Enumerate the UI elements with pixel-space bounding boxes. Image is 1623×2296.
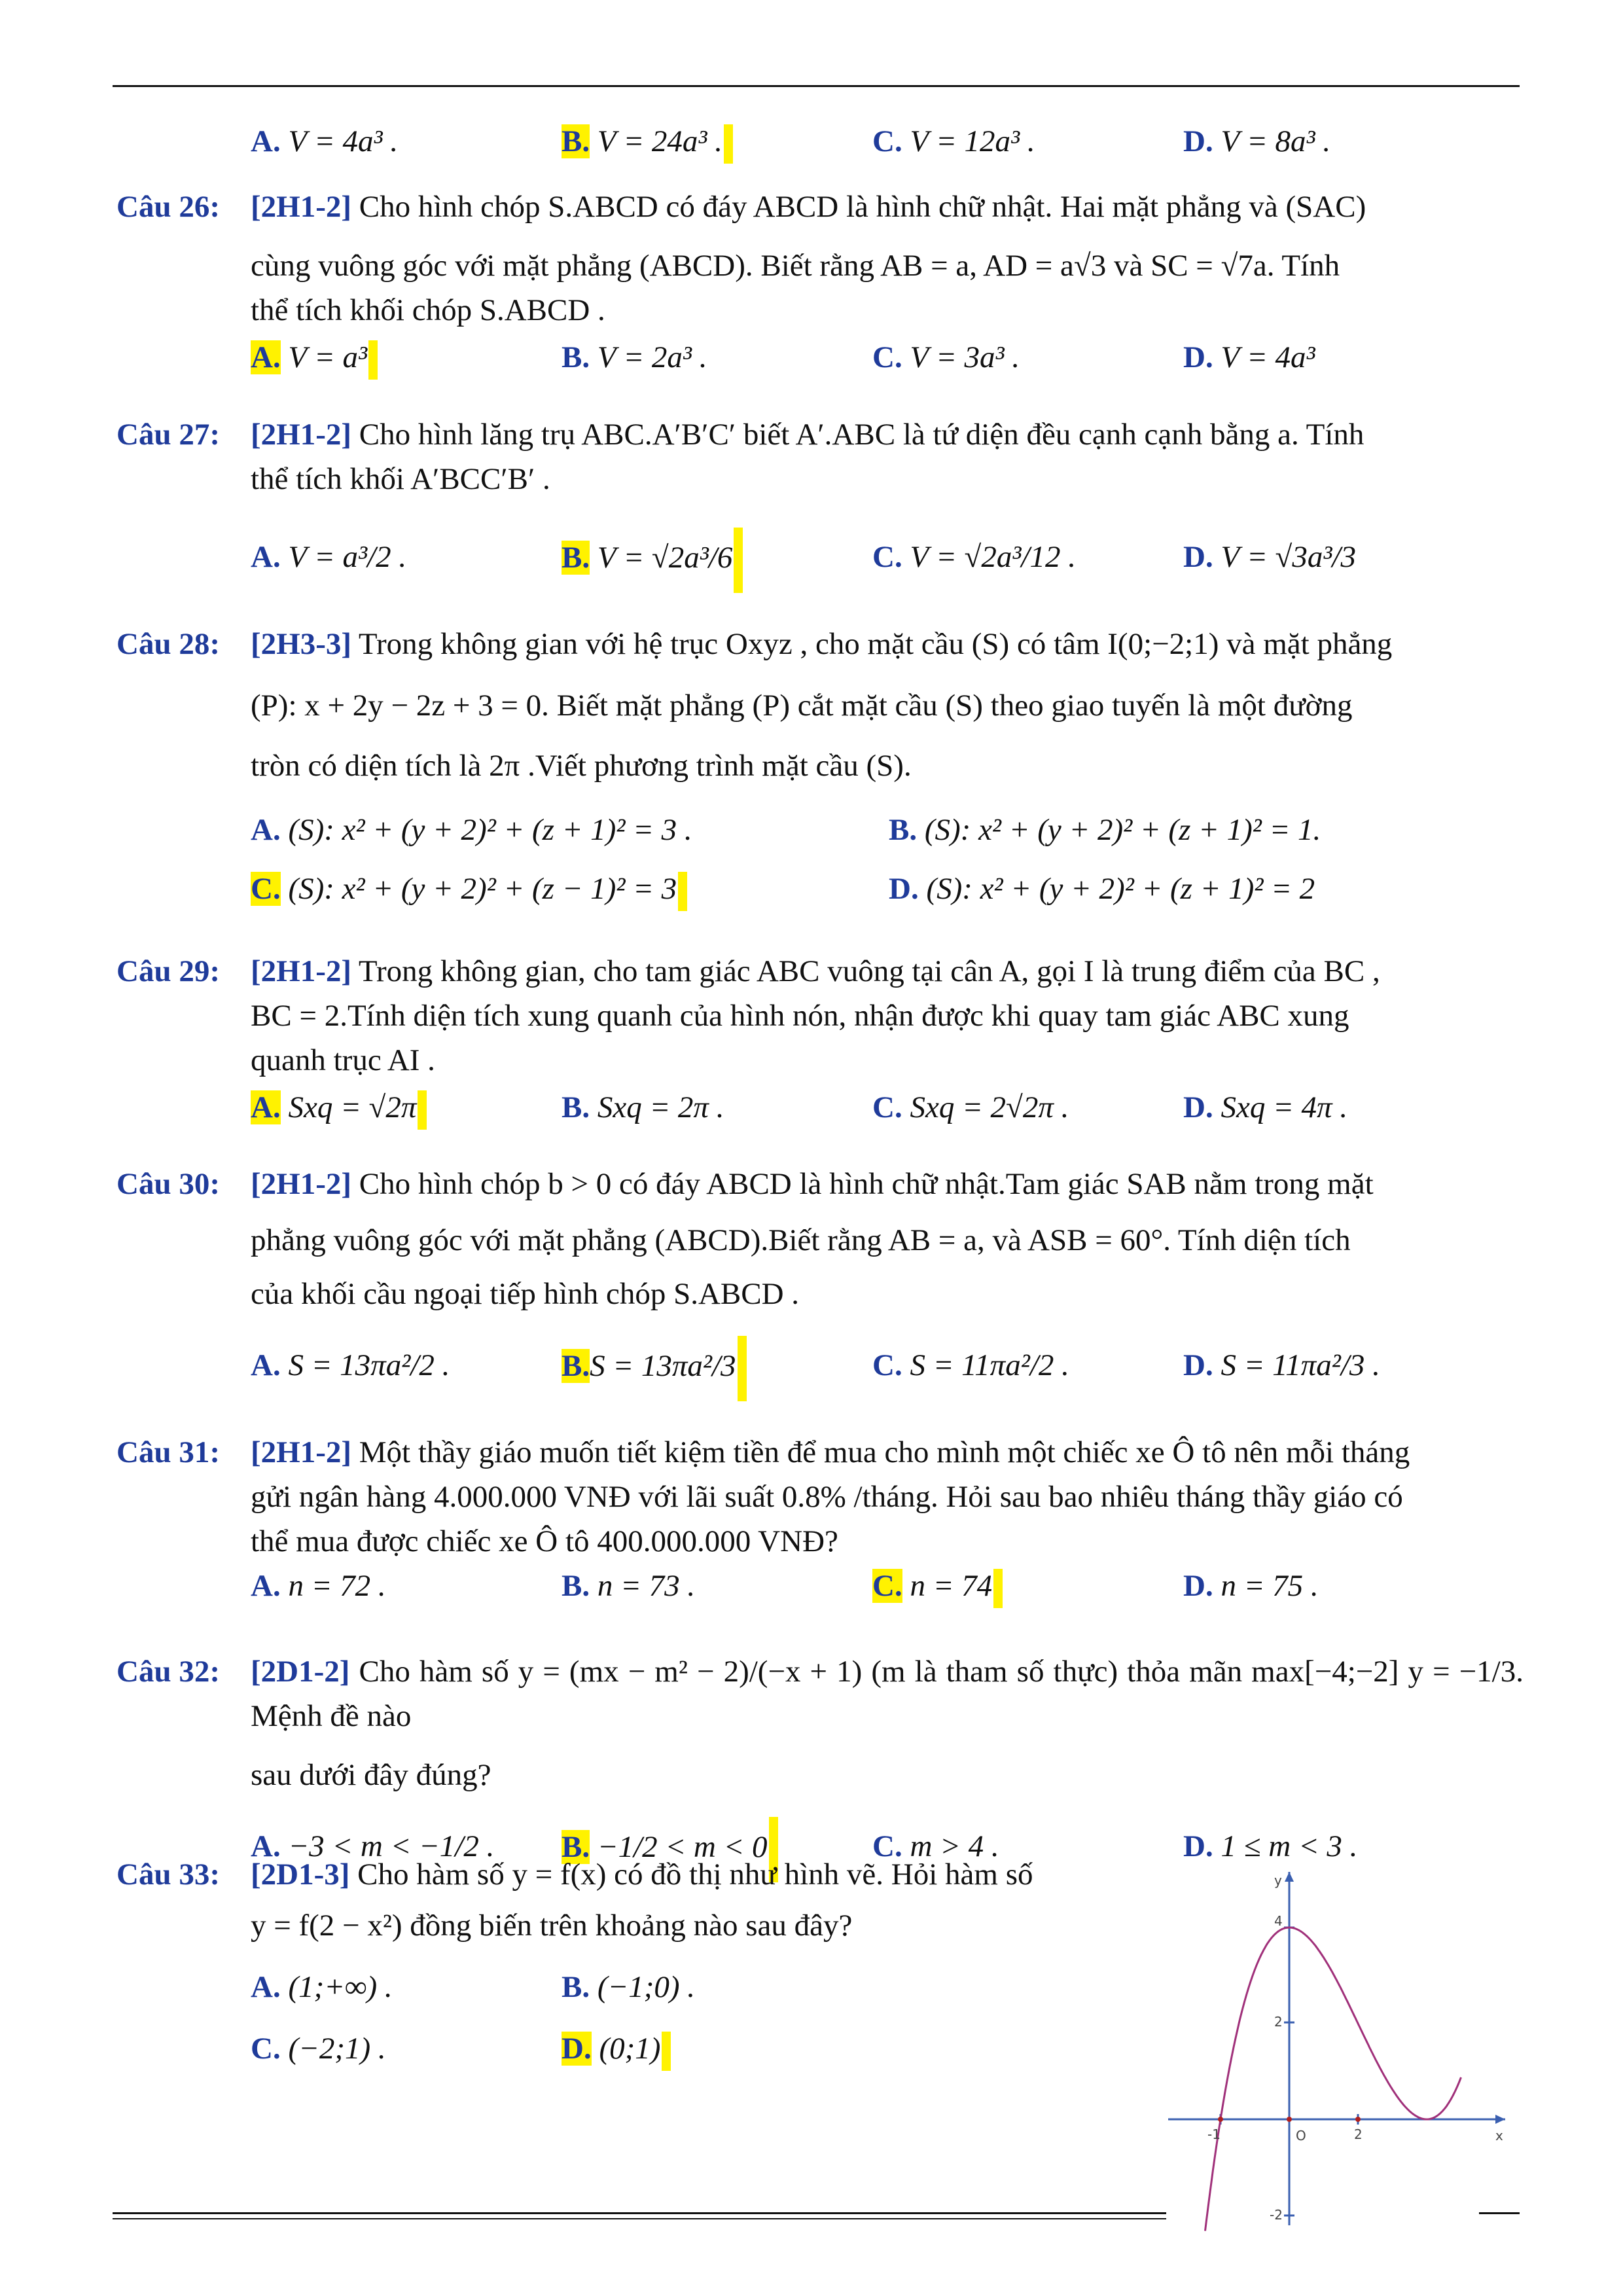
tick-y-neg2: -2 bbox=[1270, 2207, 1283, 2223]
tick-y-2: 2 bbox=[1274, 2014, 1283, 2030]
tick-x-2: 2 bbox=[1354, 2126, 1363, 2142]
question-27: Câu 27: [2H1-2] Cho hình lăng trụ ABC.A′B′C′ biết A′.ABC là tứ diện đều cạnh cạnh bằng a. Tính thể tích khối A′BCC′B′ . A. V = a³/2 . B. V = √2a³/6 C. V = √2a³/12 . D. V = √3a³/3 bbox=[116, 412, 1524, 593]
question-29: Câu 29: [2H1-2] Trong không gian, cho tam giác ABC vuông tại cân A, gọi I là trung điểm của BC , BC = 2.Tính diện tích xung quanh của hình nón, nhận được khi quay tam giác ABC xung quanh trục AI . A. Sxq = √2π B. Sxq = 2π . C. Sxq = 2√2π . D. Sxq = 4π . bbox=[116, 949, 1524, 1130]
question-28: Câu 28: [2H3-3] Trong không gian với hệ trục Oxyz , cho mặt cầu (S) có tâm I(0;−2;1) và mặt phẳng (P): x + 2y − 2z + 3 = 0. Biết mặt phẳng (P) cắt mặt cầu (S) theo giao tuyến là một đường tròn có diện tích là 2π .Viết phương trình mặt cầu (S). A. (S): x² + (y + 2)² + (z + 1)² = 3 . B. (S): x² + (y + 2)² + (z + 1)² = 1. C. (S): x² + (y + 2)² + (z − 1)² = 3 D. (S): x² + (y + 2)² + (z + 1)² = 2 bbox=[116, 622, 1524, 911]
y-label: y bbox=[1274, 1873, 1282, 1888]
question-32: Câu 32: [2D1-2] Cho hàm số y = (mx − m² − 2)/(−x + 1) (m là tham số thực) thỏa mãn max[−4;−2] y = −1/3. Mệnh đề nào sau dưới đây đúng? A. −3 < m < −1/2 . B. −1/2 < m < 0 C. m > 4 . D. 1 ≤ m < 3 . bbox=[116, 1649, 1524, 1882]
x-label: x bbox=[1495, 2128, 1503, 2144]
question-25-options: A. V = 4a³ . B. V = 24a³ . C. V = 12a³ . D. V = 8a³ . bbox=[116, 119, 1524, 164]
tick-y-4: 4 bbox=[1274, 1913, 1283, 1929]
footer-rule-2 bbox=[113, 2218, 1166, 2219]
footer-rule bbox=[113, 2212, 1166, 2214]
function-graph bbox=[1162, 1865, 1508, 2232]
footer-rule-right bbox=[1479, 2212, 1520, 2214]
question-30: Câu 30: [2H1-2] Cho hình chóp b > 0 có đáy ABCD là hình chữ nhật.Tam giác SAB nằm trong mặt phẳng vuông góc với mặt phẳng (ABCD).Biết rằng AB = a, và ASB = 60°. Tính diện tích của khối cầu ngoại tiếp hình chóp S.ABCD . A. S = 13πa²/2 . B.S = 13πa²/3 C. S = 11πa²/2 . D. S = 11πa²/3 . bbox=[116, 1162, 1524, 1401]
f-curve bbox=[1205, 1928, 1461, 2231]
question-31: Câu 31: [2H1-2] Một thầy giáo muốn tiết kiệm tiền để mua cho mình một chiếc xe Ô tô nên mỗi tháng gửi ngân hàng 4.000.000 VNĐ với lãi suất 0.8% /tháng. Hỏi sau bao nhiêu tháng thầy giáo có thể mua được chiếc xe Ô tô 400.000.000 VNĐ? A. n = 72 . B. n = 73 . C. n = 74 D. n = 75 . bbox=[116, 1430, 1524, 1608]
question-33: Câu 33: [2D1-3] Cho hàm số y = f(x) có đồ thị như hình vẽ. Hỏi hàm số y = f(2 − x²) đồng biến trên khoảng nào sau đây? A. (1;+∞) . B. (−1;0) . C. (−2;1) . D. (0;1) bbox=[116, 1852, 1137, 2071]
tick-x-1: -1 bbox=[1207, 2126, 1221, 2142]
header-rule bbox=[113, 85, 1520, 87]
origin-label: O bbox=[1296, 2128, 1306, 2144]
question-26: Câu 26: [2H1-2] Cho hình chóp S.ABCD có đáy ABCD là hình chữ nhật. Hai mặt phẳng và (SAC) cùng vuông góc với mặt phẳng (ABCD). Biết rằng AB = a, AD = a√3 và SC = √7a. Tính thể tích khối chóp S.ABCD . A. V = a³ B. V = 2a³ . C. V = 3a³ . D. V = 4a³ bbox=[116, 185, 1524, 380]
